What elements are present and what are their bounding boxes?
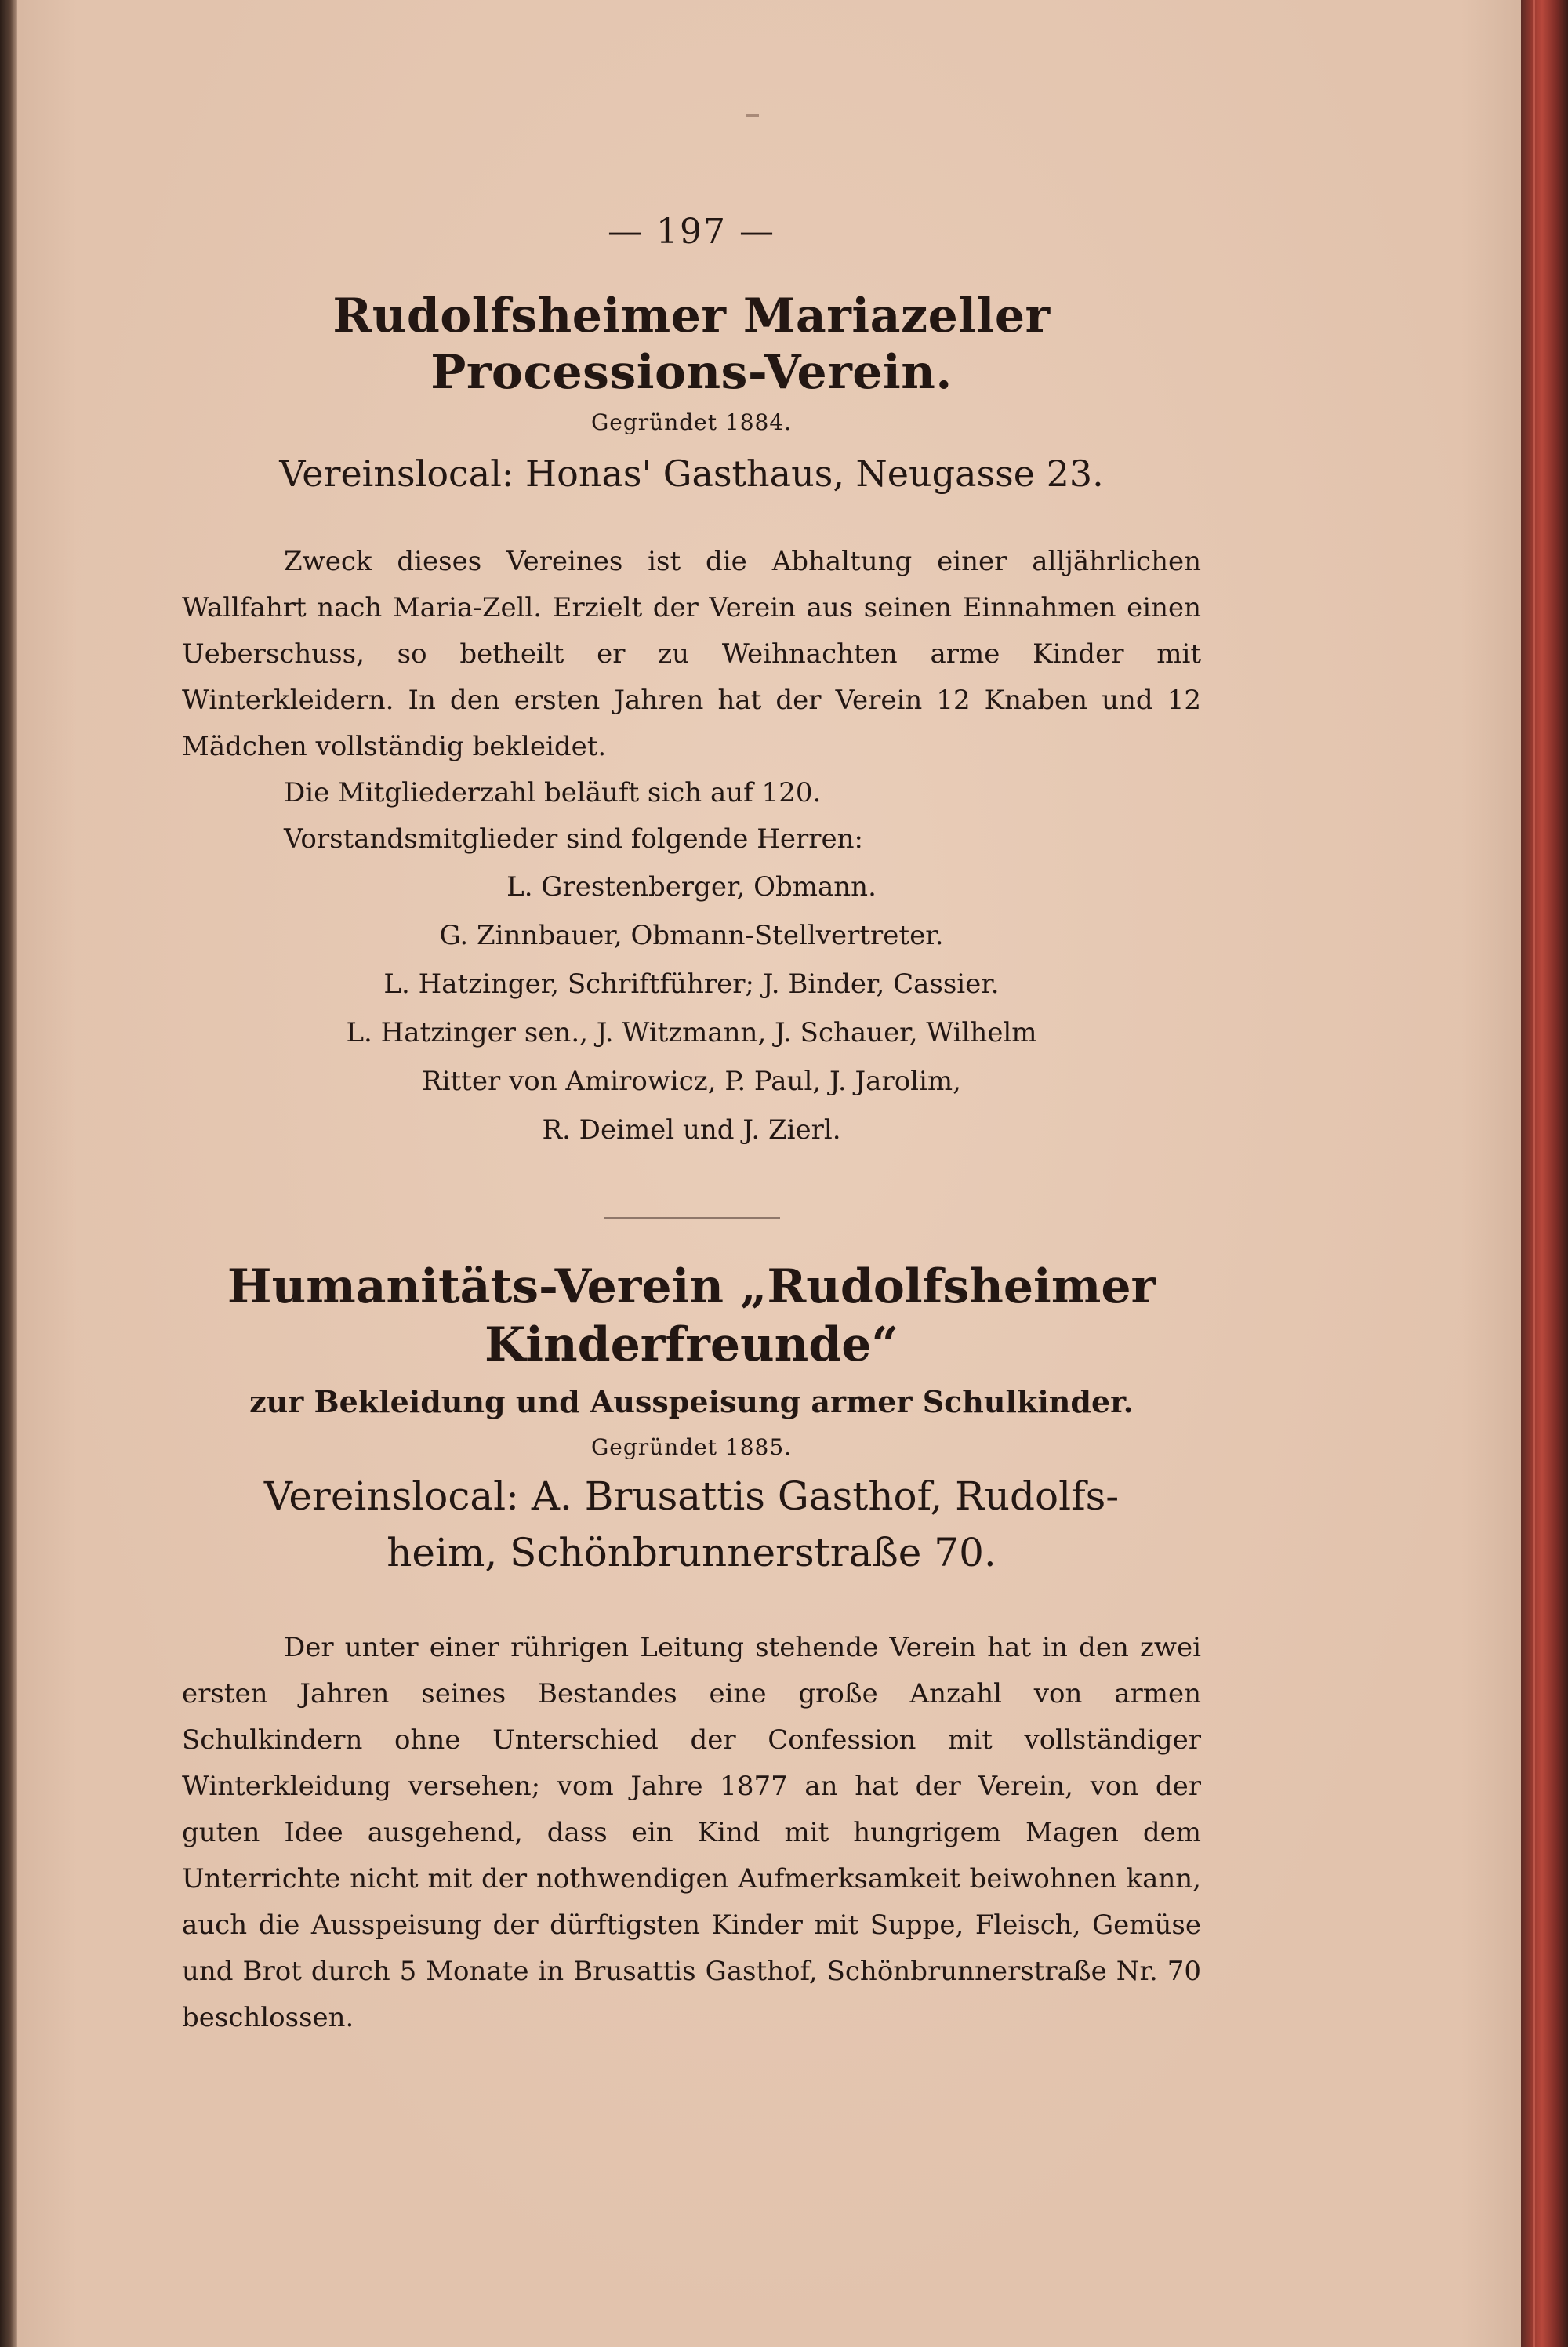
- section-2-founded: Gegründet 1885.: [590, 1434, 793, 1460]
- section-1-founded: Gegründet 1884.: [590, 409, 793, 435]
- section-2-local-line-1: Vereinslocal: A. Brusattis Gasthof, Rudolfs-: [263, 1473, 1120, 1519]
- section-1-body: [182, 539, 1201, 863]
- page-content: [182, 196, 1201, 2041]
- page-number: — 197 —: [608, 212, 775, 252]
- section-2-subtitle: zur Bekleidung und Ausspeisung armer Schulkinder.: [249, 1384, 1134, 1419]
- member-line: Ritter von Amirowicz, P. Paul, J. Jarolim,: [422, 1066, 961, 1097]
- section-1-paragraph-2: Die Mitgliederzahl beläuft sich auf 120.: [284, 777, 822, 808]
- cover-edge: [1521, 0, 1568, 2347]
- section-processions-verein: [182, 288, 1201, 1154]
- section-humanitaets-verein: [182, 1258, 1201, 2041]
- section-1-local: Vereinslocal: Honas' Gasthaus, Neugasse 23.: [279, 452, 1104, 495]
- member-line: L. Grestenberger, Obmann.: [506, 871, 877, 903]
- cover-edge-highlight: [1533, 0, 1535, 2347]
- section-2-paragraph-1: Der unter einer rührigen Leitung stehende Verein hat in den zwei ersten Jahren seines Bestandes eine große Anzahl von armen Schulkindern ohne Unterschied der Confession mit vollständiger Winterkleidung versehen; vom Jahre 1877 an hat der Verein, von der guten Idee ausgehend, dass ein Kind mit hungrigem Magen dem Unterrichte nicht mit der nothwendigen Aufmerksamkeit beiwohnen kann, auch die Ausspeisung der dürftigsten Kinder mit Suppe, Fleisch, Gemüse und Brot durch 5 Monate in Brusattis Gasthof, Schönbrunnerstraße Nr. 70 beschlossen.: [182, 1632, 1201, 2033]
- section-2-local-line-2: heim, Schönbrunnerstraße 70.: [387, 1530, 996, 1575]
- member-line: G. Zinnbauer, Obmann-Stellvertreter.: [439, 920, 944, 951]
- section-2-title-line-1: Humanitäts-Verein „Rudolfsheimer: [227, 1259, 1156, 1314]
- section-1-paragraph-1: Zweck dieses Vereines ist die Abhaltung einer alljährlichen Wallfahrt nach Maria-Zell. Erzielt der Verein aus seinen Einnahmen einen Ueberschuss, so betheilt er zu Weihnachten arme Kinder mit Winterkleidern. In den ersten Jahren hat der Verein 12 Knaben und 12 Mädchen vollständig bekleidet.: [182, 546, 1201, 762]
- section-2-title-line-2: Kinderfreunde“: [485, 1317, 898, 1372]
- member-line: L. Hatzinger, Schriftführer; J. Binder, Cassier.: [383, 968, 1000, 1000]
- book-page: [17, 0, 1521, 2347]
- section-1-title: Rudolfsheimer Mariazeller Processions-Verein.: [332, 289, 1051, 400]
- member-line: R. Deimel und J. Zierl.: [542, 1114, 841, 1146]
- printer-mark: [746, 114, 759, 117]
- section-divider: [604, 1217, 780, 1219]
- member-list: [182, 863, 1201, 1154]
- section-2-local: [182, 1468, 1201, 1581]
- member-line: L. Hatzinger sen., J. Witzmann, J. Schauer, Wilhelm: [346, 1017, 1037, 1048]
- binding-edge: [0, 0, 17, 2347]
- section-1-paragraph-3: Vorstandsmitglieder sind folgende Herren:: [284, 823, 863, 855]
- section-2-body: [182, 1625, 1201, 2041]
- section-2-title: [182, 1258, 1201, 1374]
